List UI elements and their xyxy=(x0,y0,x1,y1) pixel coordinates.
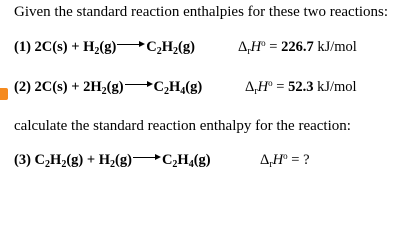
reaction-3-enthalpy-value: ? xyxy=(303,152,310,168)
prompt-text: calculate the standard reaction enthalpy for the reaction: xyxy=(14,118,351,134)
reaction-1-enthalpy: $\Delta_rH^o = 226.7$ kJ/mol xyxy=(238,38,357,57)
highlight-marker xyxy=(0,88,8,100)
reaction-3-enthalpy: $\Delta_rH^o$ = ? xyxy=(260,151,310,170)
reaction-arrow-icon xyxy=(117,40,145,50)
reaction-2-enthalpy: $\Delta_rH^o = 52.3$ kJ/mol xyxy=(245,78,357,97)
reaction-1-number: (1) xyxy=(14,39,35,55)
reaction-arrow-icon xyxy=(133,153,161,163)
reaction-1-products: $C_2H_2(g)$ xyxy=(146,39,195,57)
reaction-2-products: $C_2H_4(g)$ xyxy=(153,79,203,97)
reaction-1-reactants: $2C(s) + H_2(g)$ xyxy=(34,39,117,57)
reaction-3-products: $C_2H_4(g)$ xyxy=(161,152,211,170)
reaction-2-reactants: $2C(s) + 2H_2(g)$ xyxy=(34,79,124,97)
reaction-arrow-icon xyxy=(125,80,153,90)
reaction-1-enthalpy-value: 226.7 xyxy=(281,39,314,55)
reaction-2-number: (2) xyxy=(14,79,35,95)
reaction-3-number: (3) xyxy=(14,152,35,168)
reaction-3-reactants: $C_2H_2(g) + H_2(g)$ xyxy=(34,152,132,170)
intro-text: Given the standard reaction enthalpies for these two reactions: xyxy=(14,4,389,20)
reaction-2-enthalpy-value: 52.3 xyxy=(288,79,314,95)
